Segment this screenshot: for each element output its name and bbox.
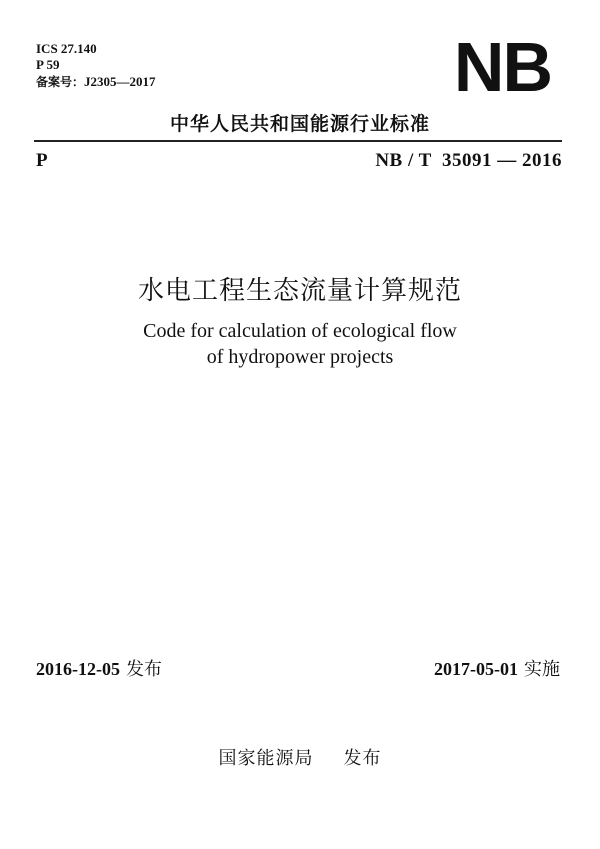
classification-letter: P [36, 150, 48, 171]
record-label: 备案号： [36, 75, 85, 89]
issue-label: 发布 [126, 659, 162, 680]
ics-code: ICS 27.140 [36, 41, 97, 56]
classification-code: P 59 [36, 57, 60, 72]
record-value: J2305—2017 [84, 74, 156, 89]
publisher-line [0, 744, 600, 770]
publisher-name: 国家能源局 [218, 748, 314, 769]
implementation-date [434, 655, 560, 681]
standard-type-heading: 中华人民共和国能源行业标准 [169, 113, 430, 135]
record-number [36, 74, 156, 90]
document-title-english-line2: of hydropower projects [206, 346, 394, 368]
issue-date-value: 2016-12-05 [36, 659, 120, 679]
issue-date [36, 655, 162, 681]
document-title-chinese: 水电工程生态流量计算规范 [137, 276, 462, 306]
document-title-english-line1: Code for calculation of ecological flow [143, 320, 457, 342]
implementation-date-value: 2017-05-01 [434, 659, 518, 679]
publisher-label: 发布 [343, 748, 382, 769]
standard-number: NB / T 35091 — 2016 [375, 150, 562, 171]
nb-logo: NB [453, 28, 551, 106]
implementation-label: 实施 [524, 659, 560, 680]
header-divider [34, 140, 562, 142]
